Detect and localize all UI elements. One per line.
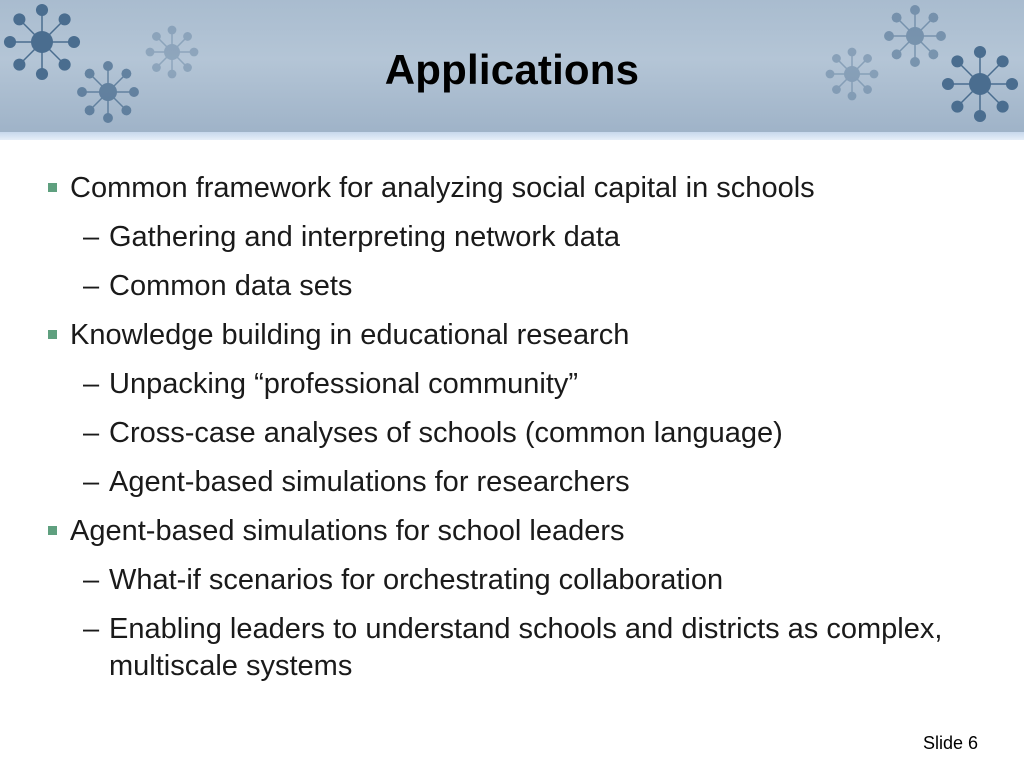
sub-bullet-item	[46, 219, 986, 256]
dash-icon: –	[83, 466, 100, 498]
bullet-text: Common framework for analyzing social capital in schools	[70, 172, 815, 204]
sub-bullet-text: Cross-case analyses of schools (common language)	[109, 417, 783, 449]
sub-bullet-text: Unpacking “professional community”	[109, 368, 579, 400]
sub-bullet-text: Enabling leaders to understand schools and districts as complex, multiscale systems	[109, 613, 943, 682]
bullet-text: Agent-based simulations for school leaders	[70, 515, 625, 547]
bullet-text: Knowledge building in educational research	[70, 319, 630, 351]
sub-bullet-item	[46, 366, 986, 403]
dash-icon: –	[83, 221, 100, 253]
bullet-list	[46, 170, 986, 697]
sub-bullet-text: Agent-based simulations for researchers	[109, 466, 630, 498]
sub-bullet-item	[46, 464, 986, 501]
bullet-item	[46, 317, 986, 354]
bullet-item	[46, 513, 986, 550]
sub-bullet-item	[46, 268, 986, 305]
slide-number: Slide 6	[922, 733, 978, 753]
bullet-item	[46, 170, 986, 207]
dash-icon: –	[83, 270, 100, 302]
sub-bullet-item	[46, 562, 986, 599]
dash-icon: –	[83, 417, 100, 449]
dash-icon: –	[83, 613, 100, 645]
slide-title: Applications	[384, 46, 640, 93]
sub-bullet-item	[46, 611, 986, 685]
square-bullet-icon	[48, 330, 57, 339]
square-bullet-icon	[48, 526, 57, 535]
sub-bullet-text: Gathering and interpreting network data	[109, 221, 621, 253]
dash-icon: –	[83, 564, 100, 596]
dash-icon: –	[83, 368, 100, 400]
sub-bullet-text: What-if scenarios for orchestrating collaboration	[109, 564, 724, 596]
square-bullet-icon	[48, 183, 57, 192]
sub-bullet-text: Common data sets	[109, 270, 353, 302]
sub-bullet-item	[46, 415, 986, 452]
